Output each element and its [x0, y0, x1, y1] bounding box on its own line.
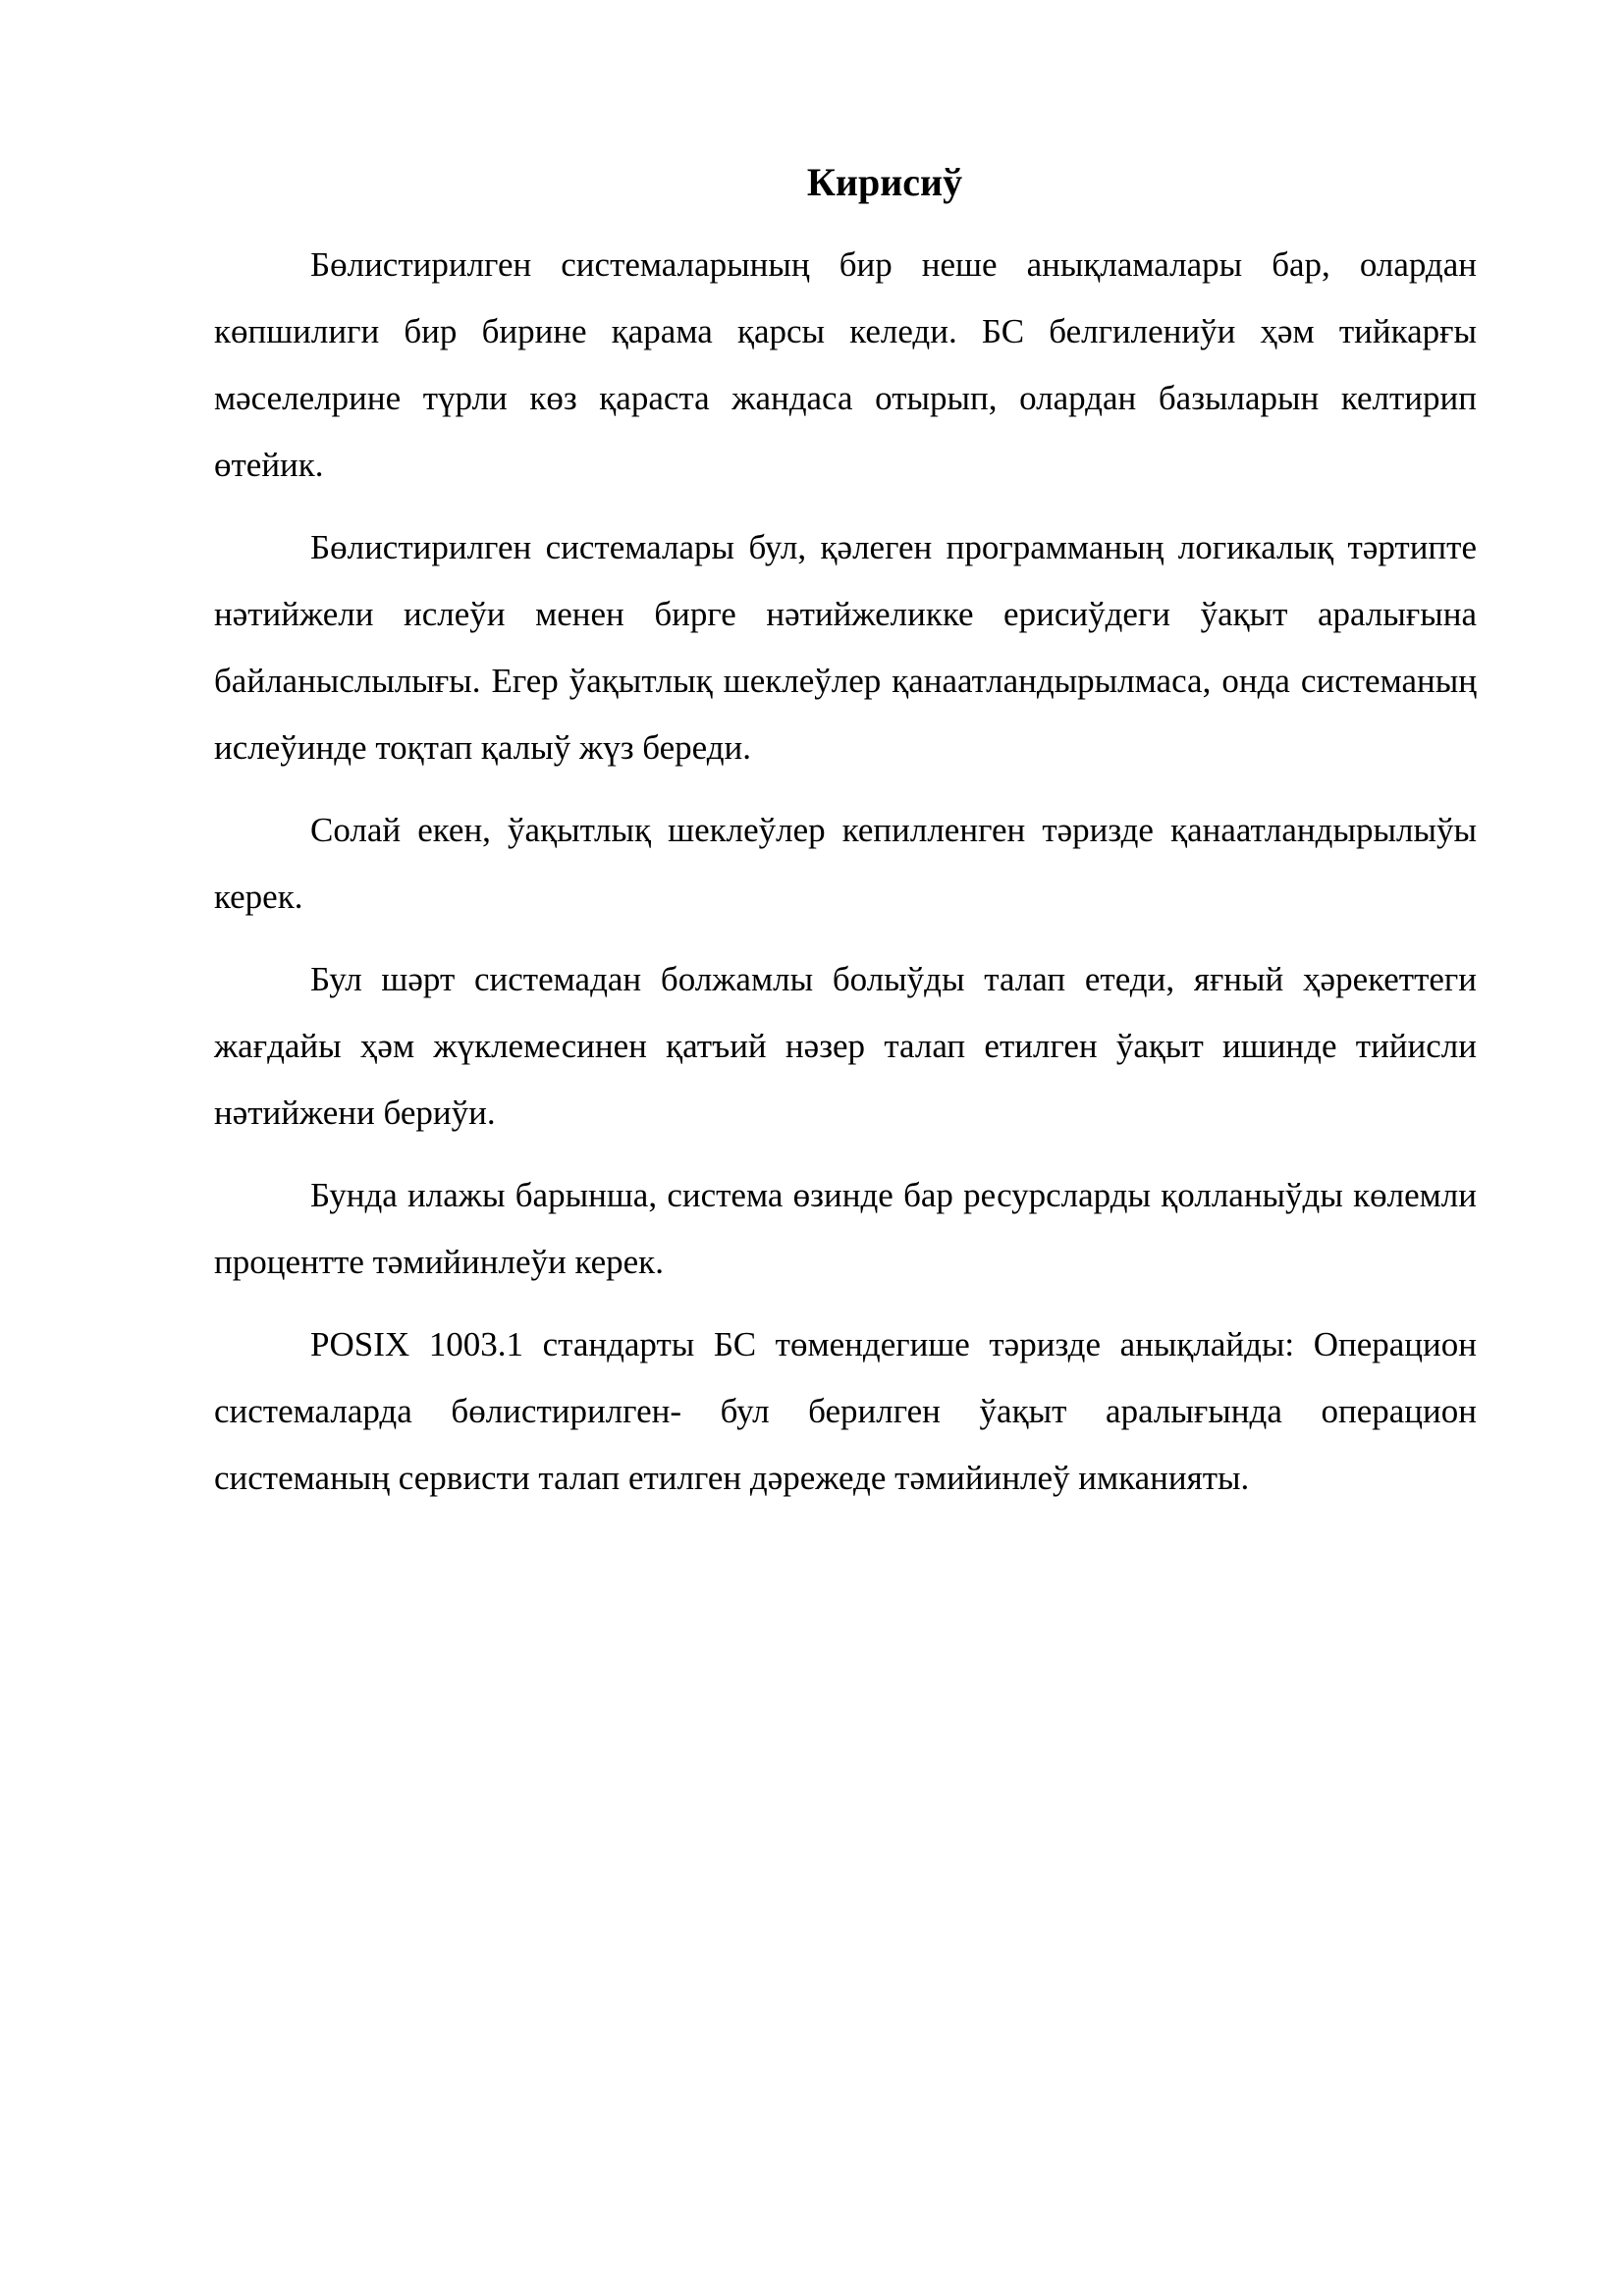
paragraph-predictability: Бул шәрт системадан болжамлы болыўды талап етеди, яғный ҳәрекеттеги жағдайы ҳәм жүклемесинен қатъий нәзер талап етилген ўақыт ишинде тийисли нәтийжени бериўи.	[214, 960, 1477, 1132]
paragraph-resource-usage: Бунда илажы барынша, система өзинде бар ресурсларды қолланыўды көлемли процентте тәмийинлеўи керек.	[214, 1176, 1477, 1281]
paragraph-guaranteed-constraints: Солай екен, ўақытлық шеклеўлер кепилленген тәризде қанаатландырылыўы керек.	[214, 811, 1477, 916]
paragraph-definitions: Бөлистирилген системаларының бир неше анықламалары бар, олардан көпшилиги бир бирине қарама қарсы келеди. БС белгилениўи ҳәм тийкарғы мәселелрине түрли көз қараста жандаса отырып, олардан базыларын келтирип өтейик.	[214, 245, 1477, 484]
document-title: Кирисиў	[806, 160, 963, 204]
paragraph-timing-dependence: Бөлистирилген системалары бул, қәлеген программаның логикалық тәртипте нәтийжели ислеўи менен бирге нәтийжеликке ерисиўдеги ўақыт аралығына байланыслылығы. Егер ўақытлық шеклеўлер қанаатландырылмаса, онда системаның ислеўинде тоқтап қалыў жүз береди.	[214, 528, 1477, 767]
document-body	[214, 151, 1477, 1512]
paragraph-posix-definition: POSIX 1003.1 стандарты БС төмендегише тәризде анықлайды: Операцион системаларда бөлистирилген- бул берилген ўақыт аралығында операцион системаның сервисти талап етилген дәрежеде тәмийинлеў имканияты.	[214, 1325, 1477, 1497]
